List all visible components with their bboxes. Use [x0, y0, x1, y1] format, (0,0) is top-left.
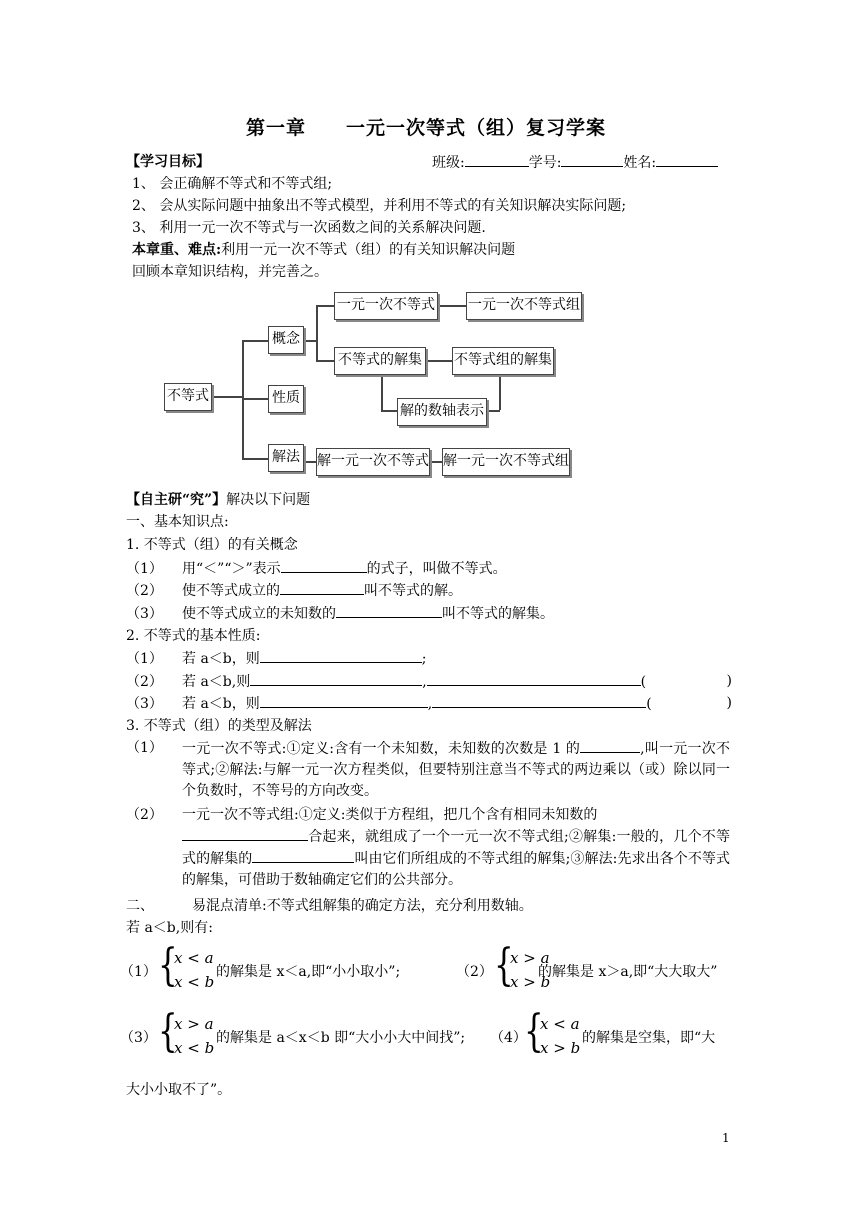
node-solve-inequality-group: 解一元一次不等式组: [442, 448, 570, 476]
blank[interactable]: [336, 603, 442, 618]
node-linear-inequality: 一元一次不等式: [334, 292, 438, 320]
key-points-text: 利用一元一次不等式（组）的有关知识解决问题: [221, 242, 516, 258]
blank[interactable]: [250, 671, 422, 686]
part-2-text: 易混点清单:不等式组解集的确定方法，充分利用数轴。: [192, 898, 533, 914]
item-1-title: 1. 不等式（组）的有关概念: [126, 537, 298, 553]
key-points: [132, 240, 515, 260]
part-1-title: 一、基本知识点:: [126, 514, 229, 530]
review-text: 回顾本章知识结构，并完善之。: [132, 264, 328, 280]
class-label: 班级:: [432, 155, 465, 171]
section-heading-bold: 【自主研“究”】: [126, 492, 227, 508]
item-1-2: （2） 使不等式成立的 叫不等式的解。: [126, 580, 462, 601]
student-info: [432, 152, 718, 173]
item-2-3: （3） 若 a＜b，则 , ( ): [126, 695, 732, 712]
blank[interactable]: [427, 671, 641, 686]
blank[interactable]: [281, 558, 367, 573]
blank[interactable]: [182, 826, 308, 841]
item-3-1-text: 一元一次不等式:①定义:含有一个未知数，未知数的次数是 1 的 ,叫一元一次不等式;②解法:与解一元一次方程类似，但要特别注意当不等式的两边乘以（或）除以同一个负数时，不等号的方向改变。: [182, 738, 730, 802]
item-3-title: 3. 不等式（组）的类型及解法: [126, 718, 312, 734]
blank[interactable]: [280, 580, 364, 595]
item-1-3: （3） 使不等式成立的未知数的 叫不等式的解集。: [126, 603, 554, 624]
item-1-1: （1） 用“＜”“＞”表示 的式子，叫做不等式。: [126, 558, 507, 579]
item-3-2-text: 一元一次不等式组:①定义:类似于方程组，把几个含有相同未知数的 合起来，就组成了一个一元一次不等式组;②解集:一般的，几个不等式的解集的 叫由它们所组成的不等式组的解集;③解法:先求出各个不等式的解集，可借助于数轴确定它们的公共部分。: [182, 807, 730, 888]
item-3-1-num: （1）: [126, 740, 163, 756]
section-heading: [126, 490, 310, 510]
blank[interactable]: [580, 738, 640, 753]
page-title: 第一章 一元一次等式（组）复习学案: [246, 117, 607, 139]
class-blank[interactable]: [465, 152, 529, 167]
node-concept: 概念: [268, 326, 304, 354]
case-4-continuation: 大小小取不了”。: [126, 1082, 232, 1098]
node-property: 性质: [268, 385, 304, 413]
if-text: 若 a＜b,则有:: [126, 920, 213, 936]
item-2-2: （2） 若 a＜b,则 , ( ): [126, 673, 732, 690]
node-method: 解法: [268, 444, 304, 472]
goal-3: 3、 利用一元一次不等式与一次函数之间的关系解决问题.: [132, 220, 486, 236]
page-number: 1: [722, 1131, 730, 1145]
name-label: 姓名:: [623, 155, 657, 171]
item-2-title: 2. 不等式的基本性质:: [126, 628, 261, 644]
key-points-label: 本章重、难点:: [132, 242, 222, 258]
node-inequality: 不等式: [164, 383, 212, 411]
node-solution-set: 不等式的解集: [334, 347, 426, 375]
item-3-2-num: （2）: [126, 807, 163, 823]
goal-2: 2、 会从实际问题中抽象出不等式模型，并利用不等式的有关知识解决实际问题;: [132, 198, 627, 214]
number-blank[interactable]: [561, 152, 623, 167]
node-linear-inequality-group: 一元一次不等式组: [466, 292, 582, 320]
blank[interactable]: [432, 693, 646, 708]
node-solve-inequality: 解一元一次不等式: [316, 448, 430, 476]
name-blank[interactable]: [656, 152, 718, 167]
goals-label: 【学习目标】: [126, 154, 210, 170]
goal-1: 1、 会正确解不等式和不等式组;: [132, 176, 333, 192]
node-group-solution-set: 不等式组的解集: [452, 347, 554, 375]
blank[interactable]: [260, 693, 428, 708]
blank[interactable]: [252, 848, 354, 863]
part-2-num: 二、: [126, 898, 154, 914]
section-heading-rest: 解决以下问题: [226, 492, 311, 508]
number-label: 学号:: [528, 155, 562, 171]
node-number-line: 解的数轴表示: [397, 398, 487, 426]
item-2-1: （1） 若 a＜b，则 ;: [126, 648, 426, 669]
blank[interactable]: [260, 648, 422, 663]
